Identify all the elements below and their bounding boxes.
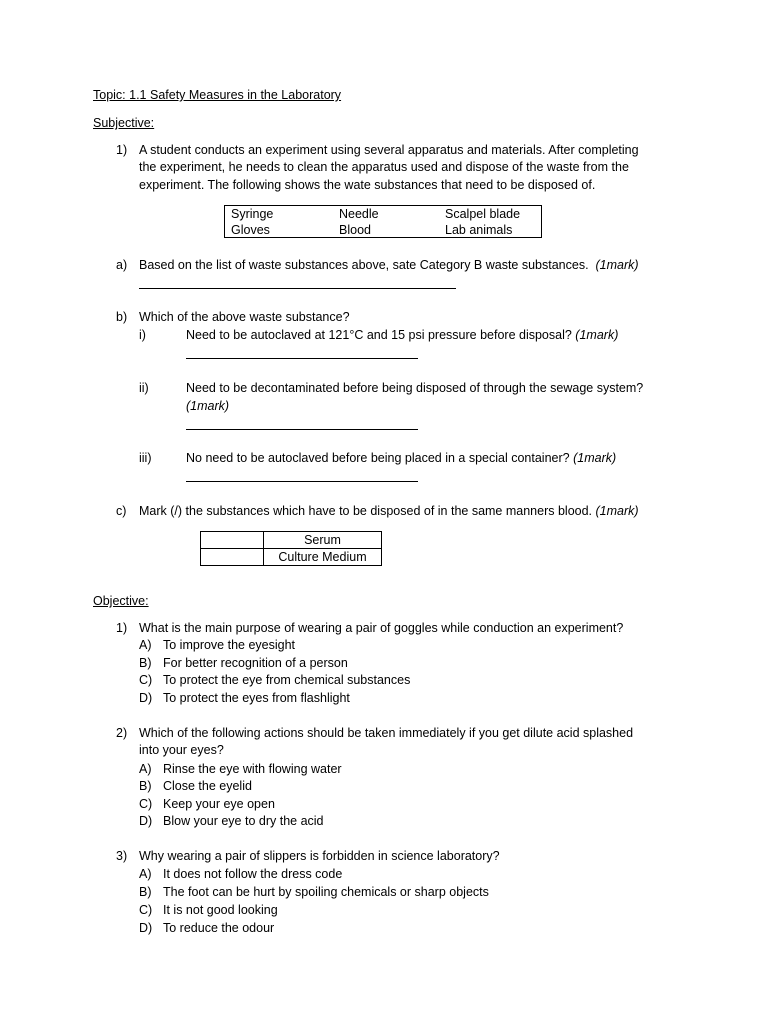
question-b-i-label: i) (139, 328, 146, 342)
table-cell: Culture Medium (264, 549, 382, 566)
objective-q3-text: Why wearing a pair of slippers is forbidden in science laboratory? (139, 849, 500, 863)
answer-blank-b-i[interactable] (186, 358, 418, 359)
question-b-ii-label: ii) (139, 381, 149, 395)
question-b-i-prompt: Need to be autoclaved at 121°C and 15 psi pressure before disposal? (186, 328, 572, 342)
option-letter[interactable]: A) (139, 762, 152, 776)
subjective-q1-line: experiment. The following shows the wate substances that need to be disposed of. (139, 178, 596, 192)
option-text: Close the eyelid (163, 779, 252, 793)
option-letter[interactable]: B) (139, 779, 152, 793)
answer-blank-a[interactable] (139, 288, 456, 289)
subjective-q1-number: 1) (116, 143, 128, 157)
subjective-heading: Subjective: (93, 116, 155, 130)
option-text: It is not good looking (163, 903, 278, 917)
objective-heading: Objective: (93, 594, 149, 608)
option-text: Rinse the eye with flowing water (163, 762, 342, 776)
objective-q1-number: 1) (116, 621, 128, 635)
option-letter[interactable]: D) (139, 921, 153, 935)
answer-blank-b-iii[interactable] (186, 481, 418, 482)
option-text: To reduce the odour (163, 921, 275, 935)
question-a-prompt: Based on the list of waste substances above, sate Category B waste substances. (139, 258, 589, 272)
option-letter[interactable]: B) (139, 885, 152, 899)
topic-title: Topic: 1.1 Safety Measures in the Laboratory (93, 88, 342, 102)
table-row (201, 549, 382, 566)
table-cell: Serum (264, 532, 382, 549)
table-row (201, 532, 382, 549)
objective-q2-number: 2) (116, 726, 128, 740)
table-cell: Scalpel blade (445, 207, 521, 221)
tick-cell-serum[interactable] (201, 532, 264, 549)
question-c-mark: (1mark) (595, 504, 639, 518)
option-text: Blow your eye to dry the acid (163, 814, 324, 828)
objective-q3-number: 3) (116, 849, 128, 863)
option-text: It does not follow the dress code (163, 867, 343, 881)
option-text: Keep your eye open (163, 797, 275, 811)
subjective-q1-line: A student conducts an experiment using several apparatus and materials. After completing (139, 143, 639, 157)
option-letter[interactable]: C) (139, 903, 153, 917)
table-cell: Syringe (231, 207, 274, 221)
option-text: To protect the eye from chemical substances (163, 673, 411, 687)
question-b-i-text (186, 327, 618, 345)
option-text: To improve the eyesight (163, 638, 296, 652)
table-cell: Needle (339, 207, 379, 221)
question-c-label: c) (116, 504, 127, 518)
question-b-text: Which of the above waste substance? (139, 310, 350, 324)
option-text: To protect the eyes from flashlight (163, 691, 350, 705)
question-a-label: a) (116, 258, 128, 272)
question-b-iii-text (186, 450, 616, 468)
option-letter[interactable]: A) (139, 638, 152, 652)
question-a-mark: (1mark) (595, 258, 639, 272)
option-letter[interactable]: D) (139, 691, 153, 705)
table-cell: Lab animals (445, 223, 513, 237)
objective-q1-text: What is the main purpose of wearing a pair of goggles while conduction an experiment? (139, 621, 624, 635)
option-letter[interactable]: C) (139, 797, 153, 811)
objective-q2-text: Which of the following actions should be taken immediately if you get dilute acid splashed (139, 726, 634, 740)
option-text: For better recognition of a person (163, 656, 348, 670)
question-b-label: b) (116, 310, 128, 324)
question-b-iii-prompt: No need to be autoclaved before being placed in a special container? (186, 451, 570, 465)
option-letter[interactable]: B) (139, 656, 152, 670)
question-c-prompt: Mark (/) the substances which have to be disposed of in the same manners blood. (139, 504, 593, 518)
option-text: The foot can be hurt by spoiling chemicals or sharp objects (163, 885, 489, 899)
table-row (225, 222, 541, 238)
answer-blank-b-ii[interactable] (186, 429, 418, 430)
objective-q2-text: into your eyes? (139, 743, 224, 757)
question-c-text (139, 503, 639, 521)
option-letter[interactable]: D) (139, 814, 153, 828)
question-b-i-mark: (1mark) (575, 328, 619, 342)
waste-substances-table (224, 205, 542, 238)
option-letter[interactable]: A) (139, 867, 152, 881)
table-cell: Gloves (231, 223, 270, 237)
question-b-ii-mark: (1mark) (186, 399, 230, 413)
subjective-q1-line: the experiment, he needs to clean the apparatus used and dispose of the waste from the (139, 160, 629, 174)
question-a-text (139, 257, 639, 275)
option-letter[interactable]: C) (139, 673, 153, 687)
table-row (225, 206, 541, 222)
question-b-iii-mark: (1mark) (573, 451, 617, 465)
table-cell: Blood (339, 223, 371, 237)
question-b-ii-text: Need to be decontaminated before being disposed of through the sewage system? (186, 381, 644, 395)
mark-substances-table (200, 531, 382, 566)
question-b-iii-label: iii) (139, 451, 152, 465)
tick-cell-culture-medium[interactable] (201, 549, 264, 566)
